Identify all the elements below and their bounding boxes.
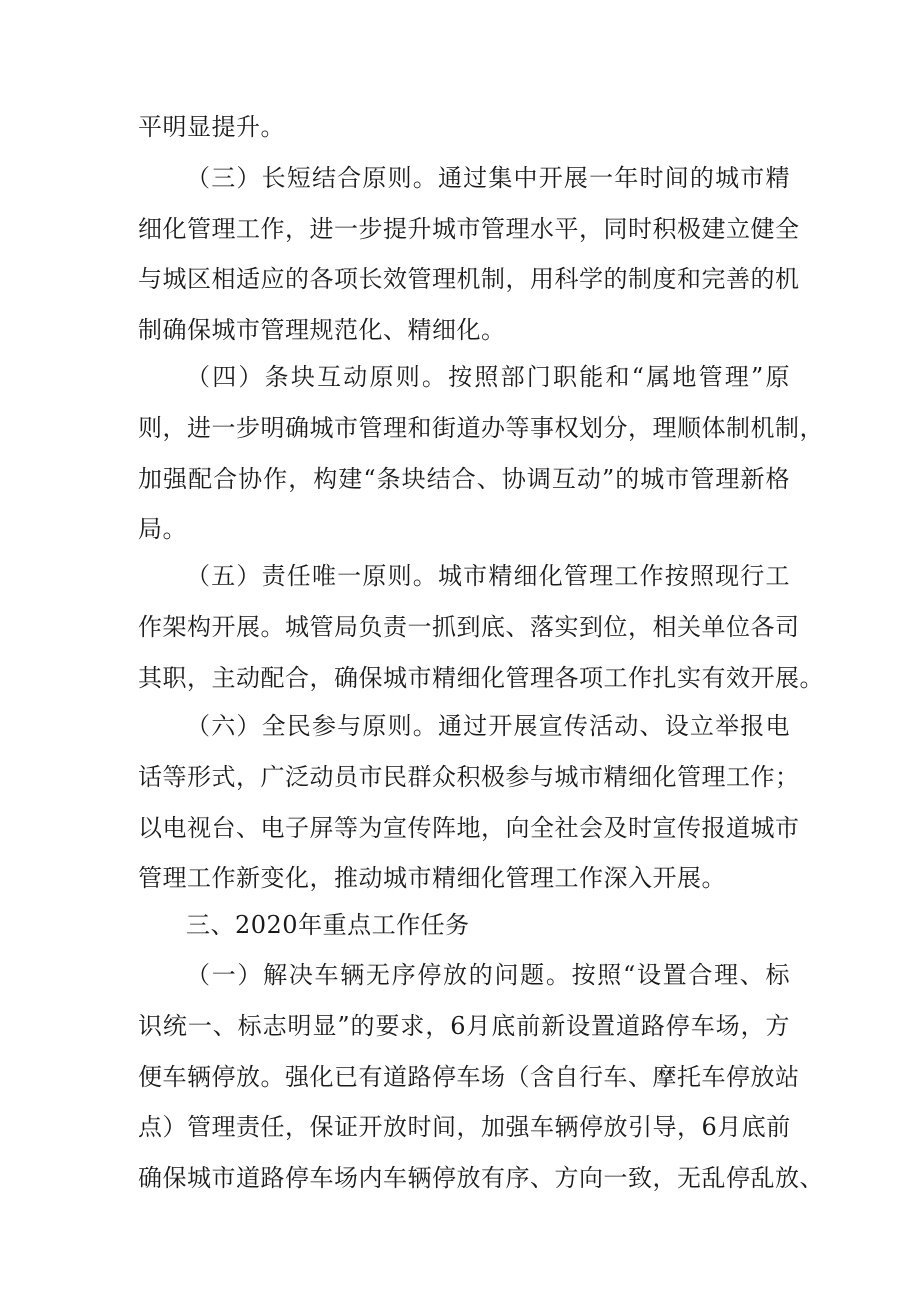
text-line: 以电视台、电子屏等为宣传阵地，向全社会及时宣传报道城市 bbox=[138, 814, 800, 842]
section-heading: 三、2020年重点工作任务 bbox=[186, 911, 470, 939]
text-line: 制确保城市管理规范化、精细化。 bbox=[138, 316, 506, 344]
text-line: 平明显提升。 bbox=[138, 113, 285, 141]
text-line: 识统一、标志明显”的要求，6月底前新设置道路停车场，方 bbox=[138, 1012, 790, 1040]
text-line: 话等形式，广泛动员市民群众积极参与城市精细化管理工作； bbox=[138, 763, 800, 791]
text-line: （四）条块互动原则。按照部门职能和“属地管理”原 bbox=[186, 363, 790, 391]
text-line: 点）管理责任，保证开放时间，加强车辆停放引导，6月底前 bbox=[138, 1113, 791, 1141]
text-line: 加强配合协作，构建“条块结合、协调互动”的城市管理新格 bbox=[138, 465, 790, 493]
text-line: 局。 bbox=[138, 515, 187, 543]
text-line: （三）长短结合原则。通过集中开展一年时间的城市精 bbox=[186, 164, 790, 192]
text-line: 便车辆停放。强化已有道路停车场（含自行车、摩托车停放站 bbox=[138, 1063, 800, 1091]
text-line: 确保城市道路停车场内车辆停放有序、方向一致，无乱停乱放、 bbox=[138, 1164, 824, 1192]
text-line: 细化管理工作，进一步提升城市管理水平，同时积极建立健全 bbox=[138, 215, 800, 243]
text-line: （五）责任唯一原则。城市精细化管理工作按照现行工 bbox=[186, 562, 790, 590]
text-line: （六）全民参与原则。通过开展宣传活动、设立举报电 bbox=[186, 712, 790, 740]
text-line: 管理工作新变化，推动城市精细化管理工作深入开展。 bbox=[138, 864, 726, 892]
text-line: 作架构开展。城管局负责一抓到底、落实到位，相关单位各司 bbox=[138, 613, 800, 641]
text-line: （一）解决车辆无序停放的问题。按照“设置合理、标 bbox=[186, 961, 790, 989]
text-line: 则，进一步明确城市管理和街道办等事权划分，理顺体制机制， bbox=[138, 414, 824, 442]
text-line: 其职，主动配合，确保城市精细化管理各项工作扎实有效开展。 bbox=[138, 664, 824, 692]
text-line: 与城区相适应的各项长效管理机制，用科学的制度和完善的机 bbox=[138, 265, 800, 293]
